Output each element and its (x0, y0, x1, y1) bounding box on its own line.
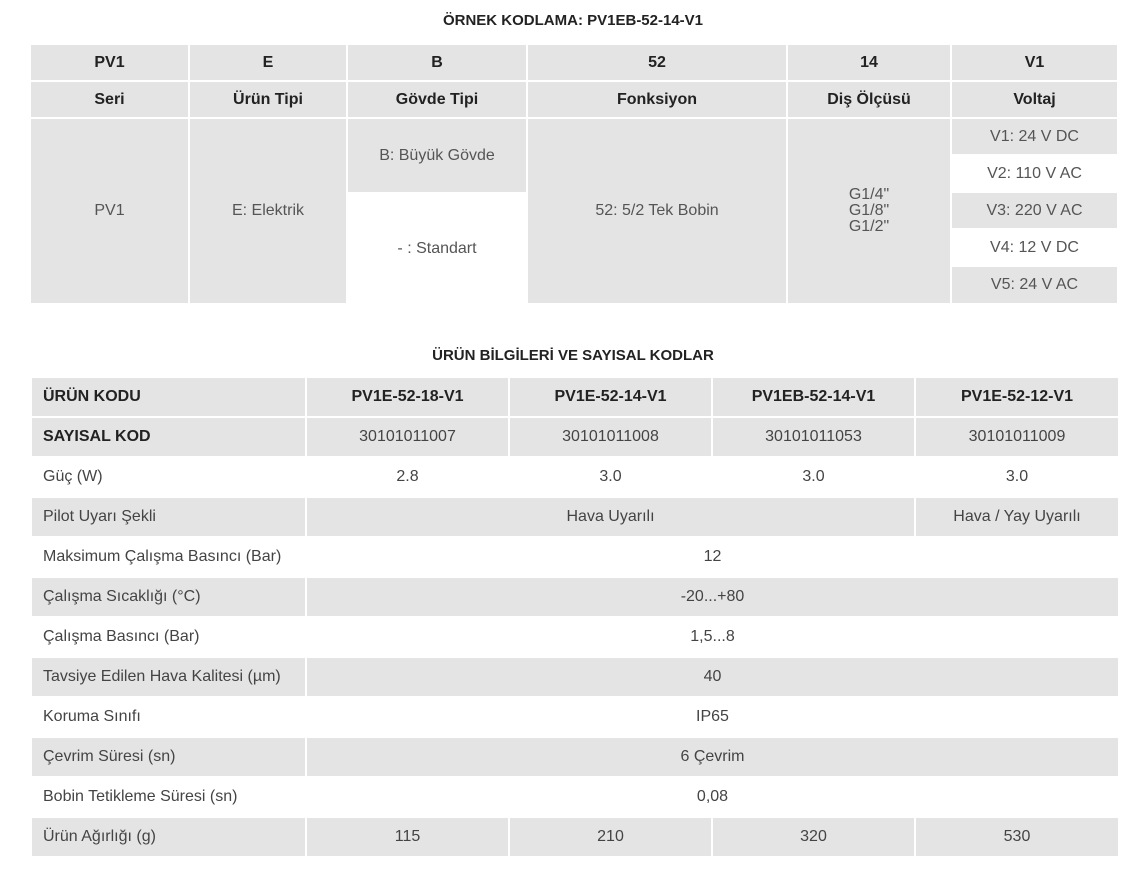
coding-title: ÖRNEK KODLAMA: PV1EB-52-14-V1 (442, 12, 704, 29)
trigger-label: Bobin Tetikleme Süresi (sn) (32, 778, 305, 818)
product-table (30, 378, 1120, 858)
fonksiyon-value: 52: 5/2 Tek Bobin (528, 119, 786, 303)
table-row (32, 818, 1118, 858)
seri-value: PV1 (31, 119, 188, 303)
air-quality-label: Tavsiye Edilen Hava Kalitesi (µm) (32, 658, 305, 698)
table-row (32, 658, 1118, 698)
dis-olcusu-item: G1/8" (848, 202, 890, 219)
table-row (32, 498, 1118, 538)
pilot-value: Hava Uyarılı (307, 498, 914, 538)
weight-value: 115 (307, 818, 508, 858)
voltaj-value: V5: 24 V AC (952, 267, 1117, 303)
code-seri: PV1 (31, 45, 188, 80)
weight-value: 530 (916, 818, 1118, 858)
table-row (32, 778, 1118, 818)
header-urun-tipi: Ürün Tipi (190, 82, 346, 117)
code-dis: 14 (788, 45, 950, 80)
weight-value: 320 (713, 818, 914, 858)
voltaj-value: V1: 24 V DC (952, 119, 1117, 154)
table-row (32, 378, 1118, 418)
product-code: PV1EB-52-14-V1 (713, 378, 914, 418)
header-fonksiyon: Fonksiyon (528, 82, 786, 117)
product-code: PV1E-52-14-V1 (510, 378, 711, 418)
dis-olcusu-item: G1/2" (848, 218, 890, 235)
power-value: 3.0 (713, 458, 914, 498)
products-title: ÜRÜN BİLGİLERİ VE SAYISAL KODLAR (432, 347, 714, 364)
code-govde: B (348, 45, 526, 80)
numeric-code: 30101011007 (307, 418, 508, 458)
dis-olcusu-value (788, 119, 950, 303)
max-pressure-label: Maksimum Çalışma Basıncı (Bar) (32, 538, 305, 578)
header-seri: Seri (31, 82, 188, 117)
table-row (32, 738, 1118, 778)
weight-value: 210 (510, 818, 711, 858)
table-row (32, 538, 1118, 578)
power-value: 2.8 (307, 458, 508, 498)
voltaj-value: V2: 110 V AC (952, 156, 1117, 191)
pressure-label: Çalışma Basıncı (Bar) (32, 618, 305, 658)
protection-label: Koruma Sınıfı (32, 698, 305, 738)
pilot-label: Pilot Uyarı Şekli (32, 498, 305, 538)
code-voltaj: V1 (952, 45, 1117, 80)
numeric-code: 30101011009 (916, 418, 1118, 458)
air-quality-value: 40 (307, 658, 1118, 698)
dis-olcusu-item: G1/4" (848, 186, 890, 203)
code-urun-tipi: E (190, 45, 346, 80)
power-value: 3.0 (510, 458, 711, 498)
max-pressure-value: 12 (307, 538, 1118, 578)
product-code-label: ÜRÜN KODU (32, 378, 305, 418)
power-value: 3.0 (916, 458, 1118, 498)
table-row (32, 578, 1118, 618)
govde-value-2: - : Standart (348, 194, 526, 303)
cycle-value: 6 Çevrim (307, 738, 1118, 778)
header-dis: Diş Ölçüsü (788, 82, 950, 117)
table-row (32, 418, 1118, 458)
cycle-label: Çevrim Süresi (sn) (32, 738, 305, 778)
product-code: PV1E-52-12-V1 (916, 378, 1118, 418)
header-govde: Gövde Tipi (348, 82, 526, 117)
temp-label: Çalışma Sıcaklığı (°C) (32, 578, 305, 618)
table-row (32, 458, 1118, 498)
voltaj-value: V4: 12 V DC (952, 230, 1117, 265)
temp-value: -20...+80 (307, 578, 1118, 618)
pressure-value: 1,5...8 (307, 618, 1118, 658)
urun-tipi-value: E: Elektrik (190, 119, 346, 303)
numeric-code: 30101011008 (510, 418, 711, 458)
table-row (32, 618, 1118, 658)
trigger-value: 0,08 (307, 778, 1118, 818)
numeric-code-label: SAYISAL KOD (32, 418, 305, 458)
code-fonksiyon: 52 (528, 45, 786, 80)
power-label: Güç (W) (32, 458, 305, 498)
pilot-value: Hava / Yay Uyarılı (916, 498, 1118, 538)
numeric-code: 30101011053 (713, 418, 914, 458)
voltaj-value: V3: 220 V AC (952, 193, 1117, 228)
protection-value: IP65 (307, 698, 1118, 738)
govde-value-1: B: Büyük Gövde (348, 119, 526, 192)
header-voltaj: Voltaj (952, 82, 1117, 117)
product-code: PV1E-52-18-V1 (307, 378, 508, 418)
table-row (32, 698, 1118, 738)
weight-label: Ürün Ağırlığı (g) (32, 818, 305, 858)
